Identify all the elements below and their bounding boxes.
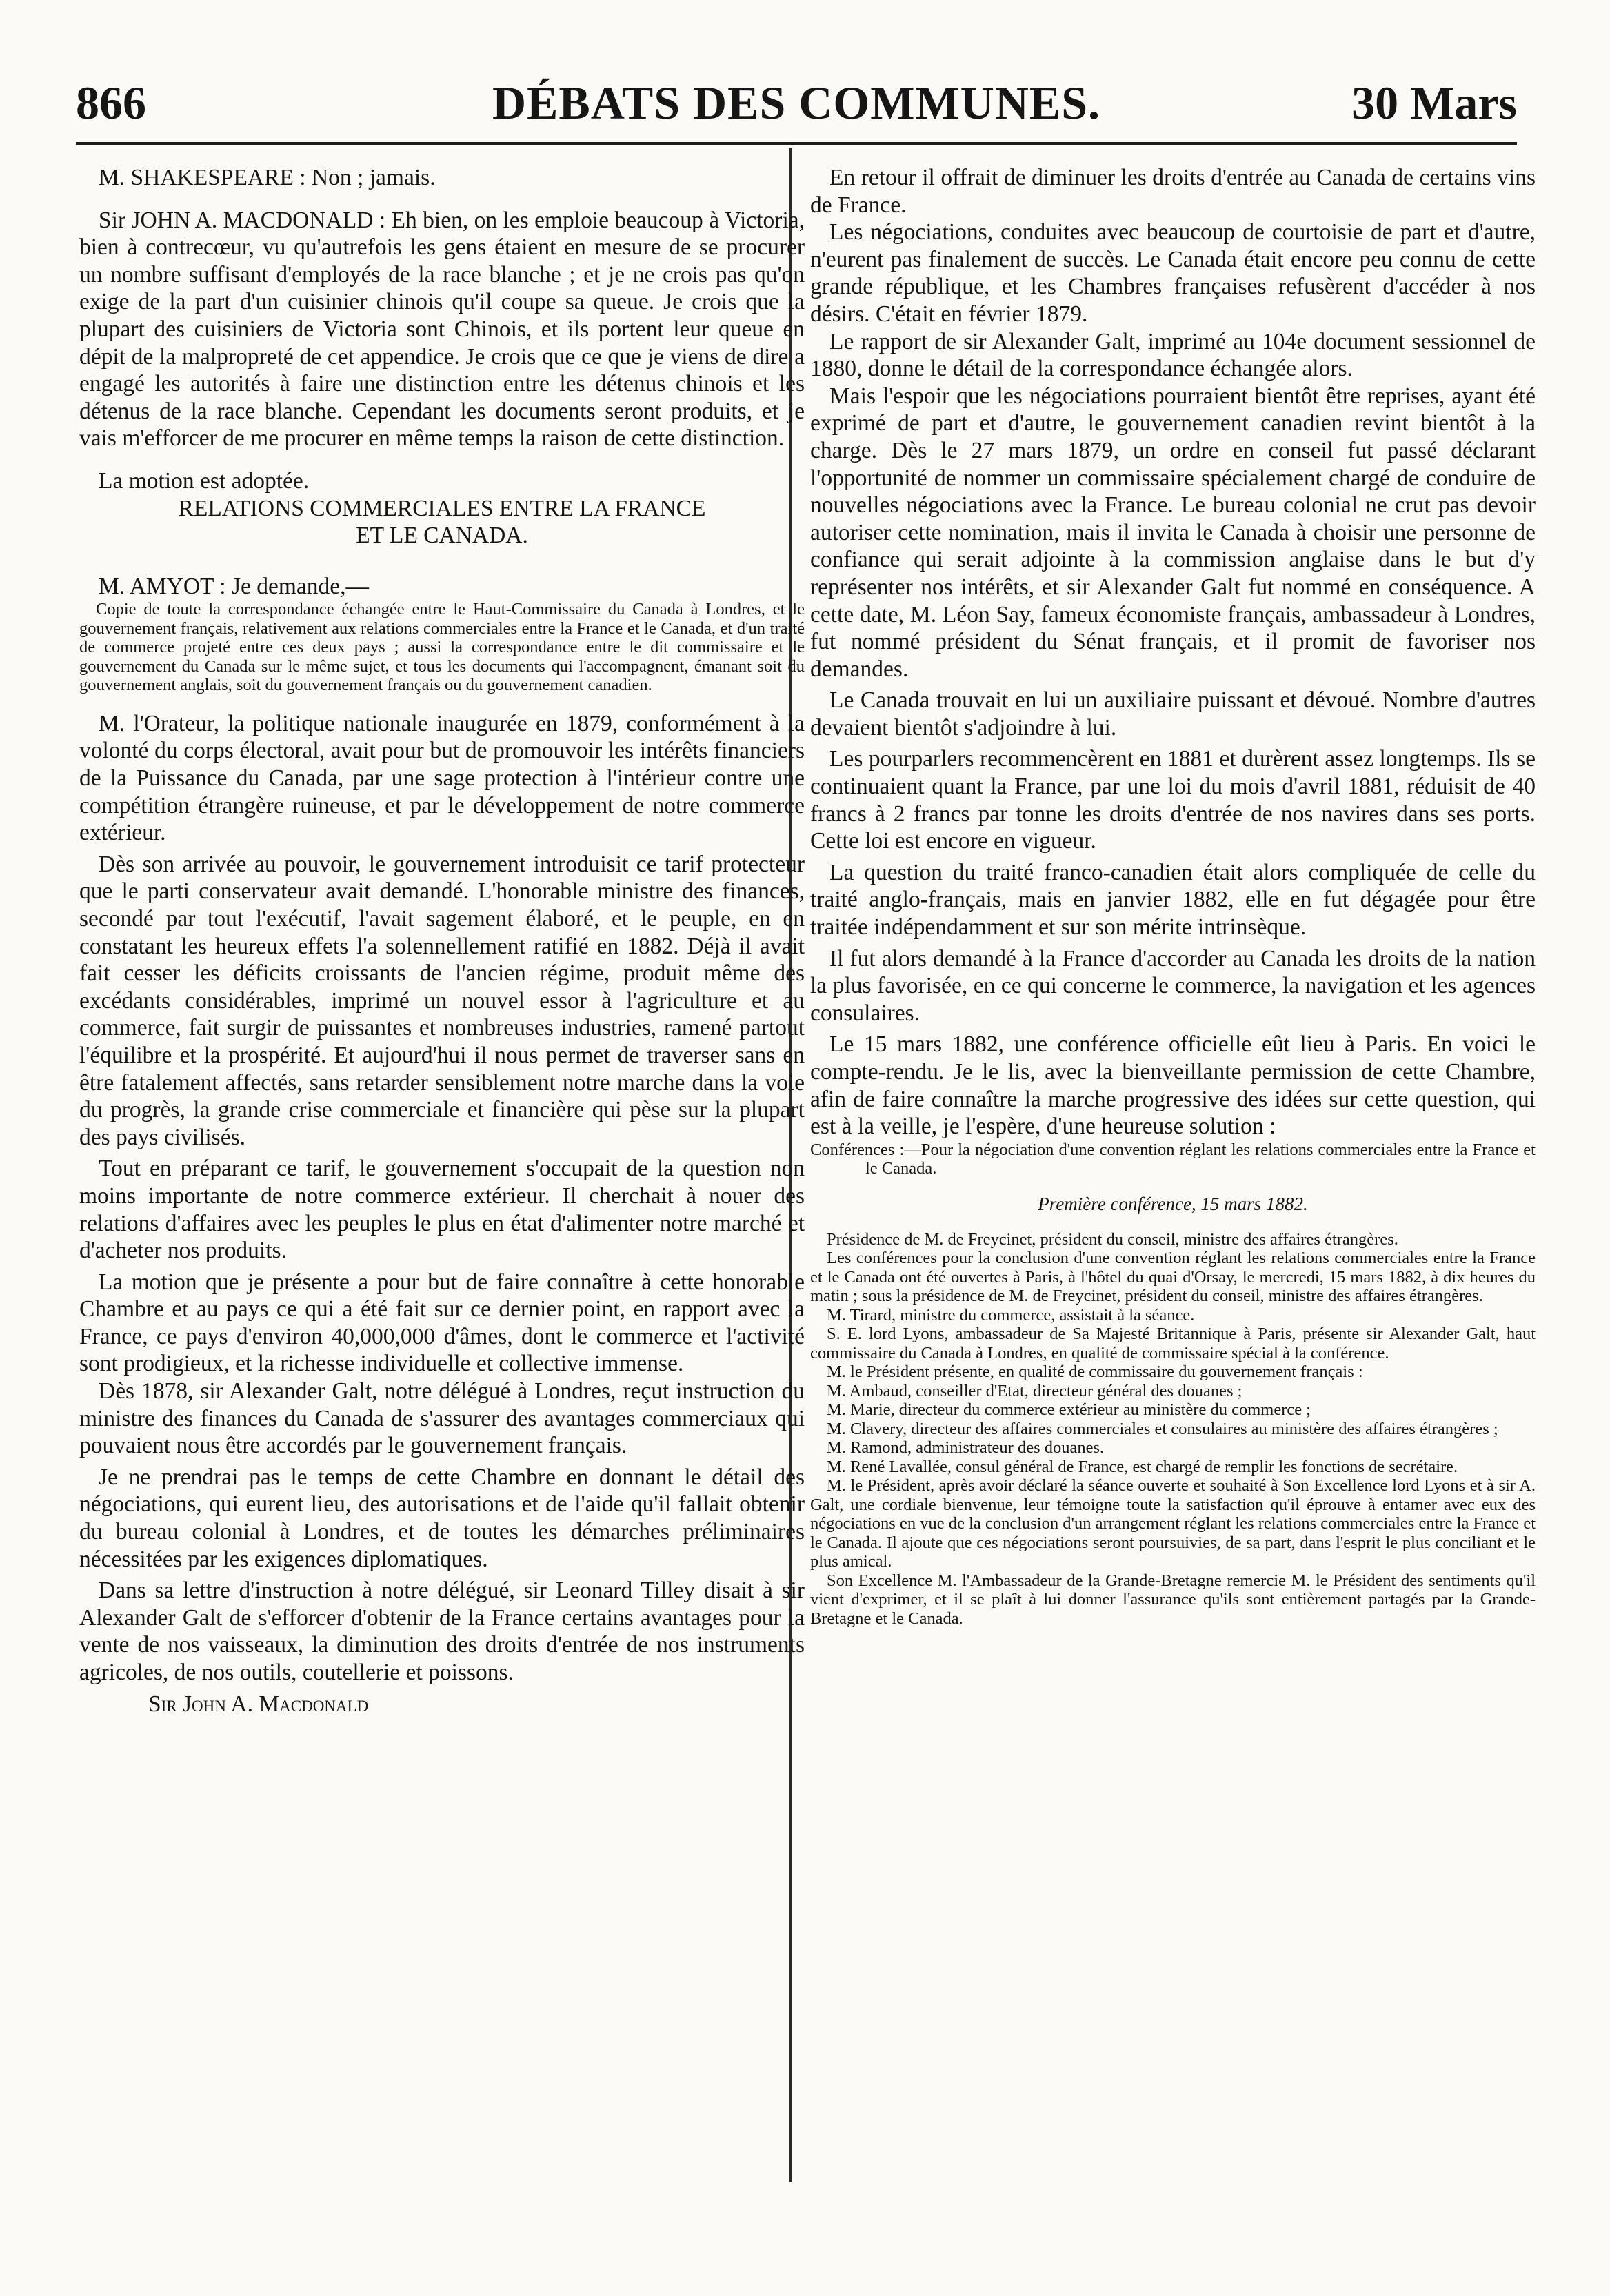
paragraph: M. AMYOT : Je demande,— bbox=[99, 573, 370, 599]
running-title: DÉBATS DES COMMUNES. bbox=[492, 77, 1101, 129]
header-rule bbox=[76, 142, 1517, 145]
conference-heading: Conférences :—Pour la négociation d'une convention réglant les relations commerciales entre la France et le Canada. bbox=[810, 1140, 1536, 1178]
minutes-paragraph: M. Tirard, ministre du commerce, assistait à la séance. bbox=[827, 1305, 1195, 1325]
paragraph: Les négociations, conduites avec beaucoup de courtoisie de part et d'autre, n'eurent pas finalement de succès. Le Canada était encore peu connu de cette grande république, et les Chambres françaises refusèrent d'accéder à nos désirs. C'était en février 1879. bbox=[810, 219, 1536, 327]
paragraph: Le 15 mars 1882, une conférence officielle eût lieu à Paris. En voici le compte-rendu. Je le lis, avec la bienveillante permission de cette Chambre, afin de faire connaître la marche progressive des idées sur cette question, qui est à la veille, je l'espère, d'une heureuse solution : bbox=[810, 1031, 1536, 1140]
paragraph: La motion que je présente a pour but de faire connaître à cette honorable Chambre et au pays ce qui a été fait sur ce dernier point, en rapport avec la France, ce pays d'environ 40,000,000 d'âmes, dont le commerce et l'activité sont prodigieux, et la richesse individuelle et collective immense. bbox=[79, 1269, 805, 1377]
paragraph: M. SHAKESPEARE : Non ; jamais. bbox=[99, 165, 436, 190]
minutes-paragraph: M. le Président présente, en qualité de commissaire du gouvernement français : bbox=[827, 1362, 1363, 1382]
paragraph: La motion est adoptée. bbox=[99, 467, 310, 494]
paragraph: En retour il offrait de diminuer les droits d'entrée au Canada de certains vins de France. bbox=[810, 165, 1536, 218]
minutes-paragraph: M. Ambaud, conseiller d'Etat, directeur général des douanes ; bbox=[827, 1381, 1242, 1400]
paragraph: Mais l'espoir que les négociations pourraient bientôt être reprises, ayant été exprimé de part et d'autre, le gouvernement canadien revint bientôt à la charge. Dès le 27 mars 1879, un ordre en conseil fut passé déclarant l'opportunité de nommer un commissaire spécialement chargé de conduire de nouvelles négociations avec la France. Le bureau colonial ne crut pas devoir autoriser cette nomination, mais il invita le Canada à choisir une personne de confiance qui serait adjointe à la commission anglaise dans le but d'y représenter nos intérêts, et sir Alexander Galt fut nommé en conséquence. A cette date, M. Léon Say, fameux économiste français, ambassadeur à Londres, fut nommé président du Sénat français, et il promit de favoriser nos demandes. bbox=[810, 383, 1536, 682]
conference-date: Première conférence, 15 mars 1882. bbox=[1038, 1193, 1308, 1214]
left-column bbox=[79, 164, 805, 1718]
paragraph: Le Canada trouvait en lui un auxiliaire puissant et dévoué. Nombre d'autres devaient bientôt s'adjoindre à lui. bbox=[810, 687, 1536, 741]
paragraph: Les pourparlers recommencèrent en 1881 et durèrent assez longtemps. Ils se continuaient quant la France, par une loi du mois d'avril 1881, réduisit de 40 francs à 2 francs par tonne les droits d'entrée de nos navires dans ses ports. Cette loi est encore en vigueur. bbox=[810, 746, 1536, 854]
paragraph: Sir JOHN A. MACDONALD : Eh bien, on les emploie beaucoup à Victoria, bien à contrecœur, vu qu'autrefois les gens étaient en mesure de se procurer un nombre suffisant d'employés de la race blanche ; et je ne crois pas qu'on exige de la part d'un cuisinier chinois qu'il coupe sa queue. Je crois que la plupart des cuisiniers de Victoria sont Chinois, et ils portent leur queue en dépit de la malpropreté de cet appendice. Je crois que ce que je viens de dire a engagé les autorités à faire une distinction entre les détenus chinois et les détenus de la race blanche. Cependant les documents seront produits, et je vais m'efforcer de me procurer en même temps la raison de cette distinction. bbox=[79, 207, 805, 452]
minutes-paragraph: M. Ramond, administrateur des douanes. bbox=[827, 1438, 1105, 1458]
paragraph: M. l'Orateur, la politique nationale inaugurée en 1879, conformément à la volonté du corps électoral, avait pour but de promouvoir les intérêts financiers de la Puissance du Canada, par une sage protection à l'intérieur contre une compétition étrangère ruineuse, et par le développement de notre commerce extérieur. bbox=[79, 710, 805, 846]
motion-text: Copie de toute la correspondance échangée entre le Haut-Commissaire du Canada à Londres, et le gouvernement français, relativement aux relations commerciales entre la France et le Canada, et d'un traité de commerce projeté entre ces deux pays ; aussi la correspondance entre le dit commissaire et le gouvernement du Canada sur le même sujet, et tous les documents qui l'accompagnent, émanant soit du gouvernement anglais, soit du gouvernement français ou du gouvernement canadien. bbox=[79, 600, 805, 695]
paragraph: Le rapport de sir Alexander Galt, imprimé au 104e document sessionnel de 1880, donne le détail de la correspondance échangée alors. bbox=[810, 328, 1536, 382]
running-date: 30 Mars bbox=[1351, 77, 1517, 129]
paragraph: La question du traité franco-canadien était alors compliquée de celle du traité anglo-français, mais en janvier 1882, elle en fut dégagée pour être traitée indépendamment et sur son mérite intrinsèque. bbox=[810, 859, 1536, 940]
paragraph: Il fut alors demandé à la France d'accorder au Canada les droits de la nation la plus favorisée, en ce qui concerne le commerce, la navigation et les agences consulaires. bbox=[810, 945, 1536, 1026]
minutes-paragraph: M. Marie, directeur du commerce extérieur au ministère du commerce ; bbox=[827, 1400, 1311, 1420]
minutes-paragraph: M. René Lavallée, consul général de France, est chargé de remplir les fonctions de secrétaire. bbox=[827, 1457, 1458, 1476]
right-column bbox=[810, 164, 1536, 1628]
paragraph: Dès son arrivée au pouvoir, le gouvernement introduisit ce tarif protecteur que le parti conservateur avait demandé. L'honorable ministre des finances, secondé par tout l'exécutif, l'avait sagement élaboré, et le peuple, en en constatant les heureux effets l'a solennellement ratifié en 1882. Déjà il avait fait cesser les déficits croissants de l'ancien régime, produit même des excédants considérables, imprimé un nouvel essor à l'agriculture et au commerce, fait surgir de puissantes et nombreuses industries, ramené partout l'équilibre et la prospérité. Et aujourd'hui il nous permet de traverser sans en être fatalement affectés, sans retarder sensiblement notre marche dans la voie du progrès, la grande crise commerciale et financière qui pèse sur la plupart des pays civilisés. bbox=[79, 851, 805, 1150]
minutes-paragraph: M. le Président, après avoir déclaré la séance ouverte et souhaité à Son Excellence lord Lyons et à sir A. Galt, une cordiale bienvenue, leur témoigne toute la satisfaction qu'il éprouve à entamer avec eux des négociations en vue de la conclusion d'un arrangement réglant les relations commerciales entre la France et le Canada. Il ajoute que ces négociations seront poursuivies, de sa part, dans l'esprit le plus conciliant et le plus amical. bbox=[810, 1476, 1536, 1571]
page-number: 866 bbox=[76, 77, 146, 129]
minutes-paragraph: M. Clavery, directeur des affaires commerciales et consulaires au ministère des affaires étrangères ; bbox=[827, 1419, 1498, 1438]
paragraph: Tout en préparant ce tarif, le gouvernement s'occupait de la question non moins importante de notre commerce extérieur. Il cherchait à nouer des relations d'affaires avec les peuples le plus en état d'alimenter notre marché et d'acheter nos produits. bbox=[79, 1156, 805, 1264]
page-header bbox=[76, 76, 1517, 138]
paragraph: Dans sa lettre d'instruction à notre délégué, sir Leonard Tilley disait à sir Alexander Galt de s'efforcer d'obtenir de la France certains avantages pour la vente de nos vaisseaux, la diminution des droits d'entrée de nos instruments agricoles, de nos outils, coutellerie et poissons. bbox=[79, 1578, 805, 1685]
minutes-paragraph: Présidence de M. de Freycinet, président du conseil, ministre des affaires étrangères. bbox=[827, 1229, 1398, 1249]
paragraph: Dès 1878, sir Alexander Galt, notre délégué à Londres, reçut instruction du ministre des finances du Canada de s'assurer des avantages commerciaux qui pouvaient nous être accordés par le gouvernement français. bbox=[79, 1378, 805, 1459]
section-title-line-2: ET LE CANADA. bbox=[356, 523, 528, 549]
section-title-line-1: RELATIONS COMMERCIALES ENTRE LA FRANCE bbox=[178, 495, 706, 521]
minutes-paragraph: Son Excellence M. l'Ambassadeur de la Grande-Bretagne remercie M. le Président des sentiments qu'il vient d'exprimer, et il se plaît à lui donner l'assurance qu'ils sont entièrement partagés par la Grande-Bretagne et le Canada. bbox=[810, 1571, 1536, 1628]
paragraph: Je ne prendrai pas le temps de cette Chambre en donnant le détail des négociations, qui eurent lieu, des autorisations et de l'aide qu'il fallait obtenir du bureau colonial à Londres, et de toutes les démarches préliminaires nécessitées par les exigences diplomatiques. bbox=[79, 1464, 805, 1572]
minutes-paragraph: Les conférences pour la conclusion d'une convention réglant les relations commerciales entre la France et le Canada ont été ouvertes à Paris, à l'hôtel du quai d'Orsay, le mercredi, 15 mars 1882, à dix heures du matin ; sous la présidence de M. de Freycinet, président du conseil, ministre des affaires étrangères. bbox=[810, 1249, 1536, 1306]
minutes-paragraph: S. E. lord Lyons, ambassadeur de Sa Majesté Britannique à Paris, présente sir Alexander Galt, haut commissaire du Canada à Londres, en qualité de commissaire spécial à la conférence. bbox=[810, 1325, 1536, 1362]
speaker-signature: Sir John A. Macdonald bbox=[148, 1691, 369, 1717]
